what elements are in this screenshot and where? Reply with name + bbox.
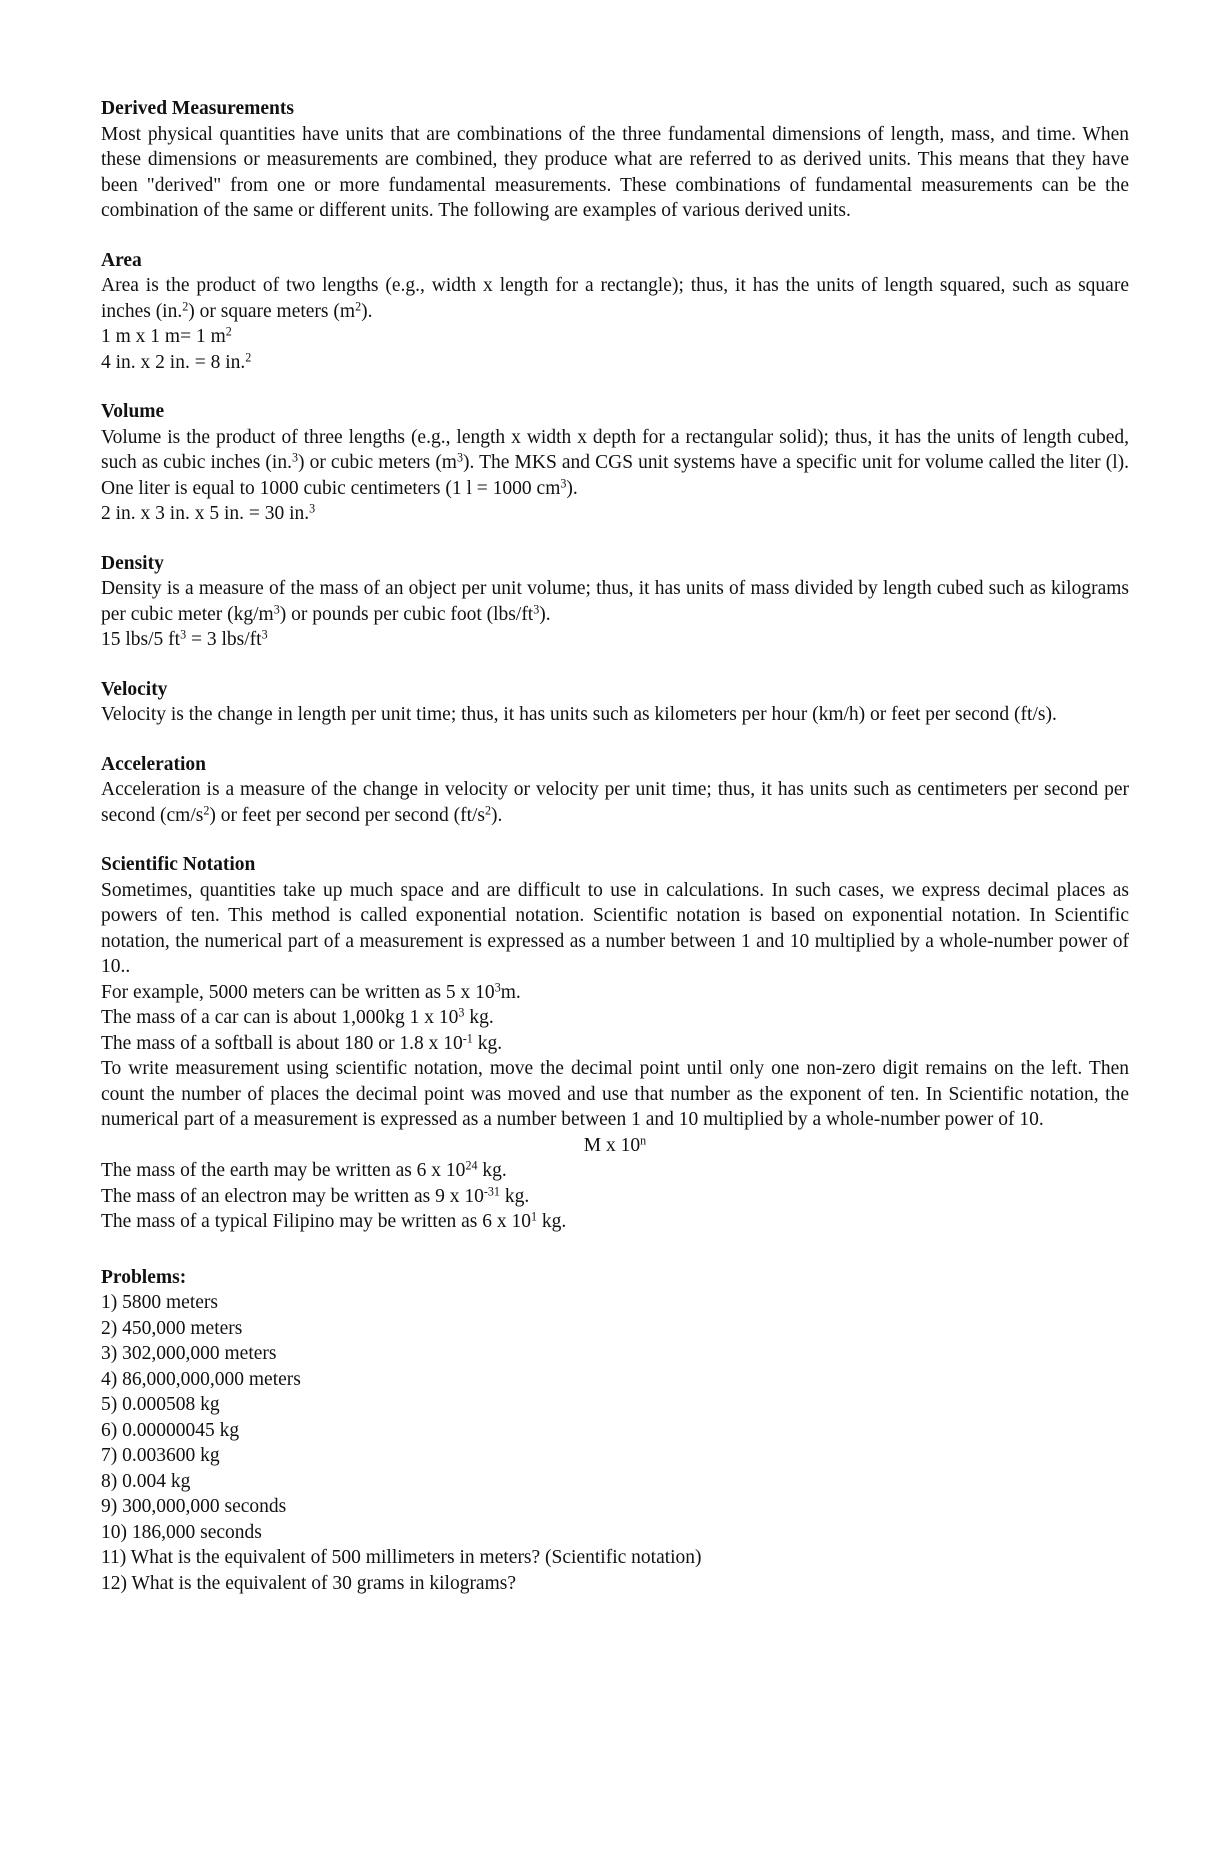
list-item: 4) 86,000,000,000 meters [101, 1368, 301, 1390]
example-text: The mass of an electron may be written as 9 x 10 [101, 1185, 484, 1207]
sci-electron-example [101, 1184, 1129, 1210]
density-example-1 [101, 627, 1129, 653]
superscript: 24 [465, 1158, 478, 1173]
superscript: 1 [531, 1209, 538, 1224]
section-acceleration [101, 752, 1129, 829]
example-text: The mass of the earth may be written as 6 x 10 [101, 1160, 466, 1181]
superscript: 3 [261, 627, 268, 642]
sci-example-1 [101, 980, 1129, 1006]
list-item: 9) 300,000,000 seconds [101, 1496, 287, 1517]
problems-list [101, 1290, 1129, 1596]
section-area [101, 248, 1129, 376]
example-text: For example, 5000 meters can be written as 5 x 10 [101, 981, 495, 1003]
list-item: 10) 186,000 seconds [101, 1521, 262, 1543]
section-volume [101, 399, 1129, 527]
heading-area: Area [101, 249, 142, 271]
volume-text-part: ) or cubic meters (m [298, 452, 457, 473]
area-text-part: Area is the product of two lengths (e.g., width x length for a rectangle); thus, it has the units of length squared, such as square inches (in. [101, 275, 1129, 322]
superscript: -31 [483, 1183, 500, 1198]
example-text: = 3 lbs/ft [186, 629, 262, 650]
paragraph-velocity: Velocity is the change in length per unit time; thus, it has units such as kilometers per hour (km/h) or feet per second (ft/s). [101, 704, 1057, 725]
superscript: 2 [225, 324, 232, 339]
superscript: 2 [245, 349, 252, 364]
list-item: 7) 0.003600 kg [101, 1445, 220, 1466]
superscript: 3 [180, 627, 187, 642]
acceleration-text-part: ). [491, 804, 503, 826]
list-item: 3) 302,000,000 meters [101, 1343, 277, 1364]
list-item: 1) 5800 meters [101, 1292, 218, 1313]
paragraph-scientific-method: To write measurement using scientific notation, move the decimal point until only one non-zero digit remains on the left. Then count the number of places the decimal point was moved and use that number as the exponent of ten. In Scientific notation, the numerical part of a measurement is expressed as a number between 1 and 10 multiplied by a whole-number power of 10. [101, 1058, 1129, 1130]
superscript: 3 [273, 601, 280, 616]
list-item: 2) 450,000 meters [101, 1317, 243, 1339]
superscript: 3 [560, 475, 567, 490]
example-text: m. [500, 981, 521, 1003]
example-text: 1 m x 1 m= 1 m [101, 326, 226, 347]
sci-example-3 [101, 1031, 1129, 1057]
density-text-part: ) or pounds per cubic foot (lbs/ft [279, 603, 534, 625]
superscript: 2 [182, 298, 189, 313]
section-derived-measurements [101, 96, 1129, 224]
superscript: 2 [355, 298, 362, 313]
example-text: The mass of a car can is about 1,000kg 1 x 10 [101, 1007, 459, 1028]
acceleration-text-part: Acceleration is a measure of the change in velocity or velocity per unit time; thus, it has units such as centimeters per second per second (cm/s [101, 779, 1129, 826]
list-item: 11) What is the equivalent of 500 millimeters in meters? (Scientific notation) [101, 1547, 702, 1568]
superscript: n [640, 1132, 647, 1147]
sci-filipino-example [101, 1209, 1129, 1235]
superscript: 2 [485, 802, 492, 817]
scientific-formula [101, 1133, 1129, 1159]
example-text: kg. [472, 1032, 503, 1054]
example-text: kg. [499, 1185, 530, 1207]
example-text: 4 in. x 2 in. = 8 in. [101, 351, 246, 373]
superscript: 2 [203, 802, 210, 817]
superscript: 3 [458, 1005, 465, 1020]
heading-derived-measurements: Derived Measurements [101, 98, 294, 119]
heading-density: Density [101, 552, 164, 574]
acceleration-text-part: ) or feet per second per second (ft/s [209, 804, 485, 826]
area-text-part: ). [361, 300, 373, 322]
area-text-part: ) or square meters (m [188, 300, 356, 322]
area-example-1 [101, 324, 1129, 350]
list-item: 8) 0.004 kg [101, 1470, 191, 1492]
list-item: 5) 0.000508 kg [101, 1394, 220, 1415]
heading-velocity: Velocity [101, 678, 168, 700]
example-text: 15 lbs/5 ft [101, 629, 181, 650]
superscript: 3 [456, 450, 464, 465]
example-text: kg. [477, 1160, 507, 1181]
heading-scientific-notation: Scientific Notation [101, 854, 256, 875]
example-text: 2 in. x 3 in. x 5 in. = 30 in. [101, 503, 310, 524]
formula-text: M x 10 [583, 1134, 641, 1156]
section-velocity [101, 677, 1129, 728]
section-scientific-notation [101, 852, 1129, 1235]
section-density [101, 551, 1129, 653]
paragraph-area [101, 273, 1129, 324]
example-text: The mass of a softball is about 180 or 1.8 x 10 [101, 1032, 463, 1054]
volume-text-part: ). The MKS and CGS unit systems have a specific unit for volume called the liter (l). One liter is equal to 1000 cubic centimeters (1 l = 1000 cm [101, 452, 1130, 499]
list-item: 6) 0.00000045 kg [101, 1419, 240, 1441]
example-text: kg. [464, 1007, 494, 1028]
heading-volume: Volume [101, 401, 165, 422]
superscript: 3 [309, 501, 316, 516]
heading-acceleration: Acceleration [101, 753, 207, 775]
density-text-part: Density is a measure of the mass of an object per unit volume; thus, it has units of mass divided by length cubed such as kilograms per cubic meter (kg/m [101, 578, 1129, 625]
superscript: 3 [291, 450, 298, 465]
volume-text-part: ). [566, 477, 578, 499]
paragraph-acceleration [101, 777, 1129, 828]
list-item: 12) What is the equivalent of 30 grams in kilograms? [101, 1572, 517, 1594]
paragraph-derived-measurements: Most physical quantities have units that are combinations of the three fundamental dimensions of length, mass, and time. When these dimensions or measurements are combined, they produce what are referred to as derived units. This means that they have been "derived" from one or more fundamental measurements. These combinations of fundamental measurements can be the combination of the same or different units. The following are examples of various derived units. [101, 123, 1129, 221]
superscript: -1 [462, 1030, 473, 1045]
density-text-part: ). [539, 603, 551, 625]
superscript: 3 [533, 601, 540, 616]
sci-earth-example [101, 1158, 1129, 1184]
example-text: kg. [537, 1211, 567, 1232]
document-page [101, 96, 1129, 1596]
superscript: 3 [494, 979, 501, 994]
paragraph-scientific-notation: Sometimes, quantities take up much space and are difficult to use in calculations. In such cases, we express decimal places as powers of ten. This method is called exponential notation. Scientific notation is based on exponential notation. In Scientific notation, the numerical part of a measurement is expressed as a number between 1 and 10 multiplied by a whole-number power of 10.. [101, 879, 1129, 977]
volume-example-1 [101, 501, 1129, 527]
section-problems [101, 1265, 1129, 1597]
area-example-2 [101, 350, 1129, 376]
sci-example-2 [101, 1005, 1129, 1031]
paragraph-volume [101, 425, 1129, 502]
volume-text-part: Volume is the product of three lengths (e.g., length x width x depth for a rectangular solid); thus, it has the units of length cubed, such as cubic inches (in. [101, 426, 1129, 473]
example-text: The mass of a typical Filipino may be written as 6 x 10 [101, 1211, 531, 1232]
heading-problems: Problems: [101, 1266, 187, 1288]
paragraph-density [101, 576, 1129, 627]
